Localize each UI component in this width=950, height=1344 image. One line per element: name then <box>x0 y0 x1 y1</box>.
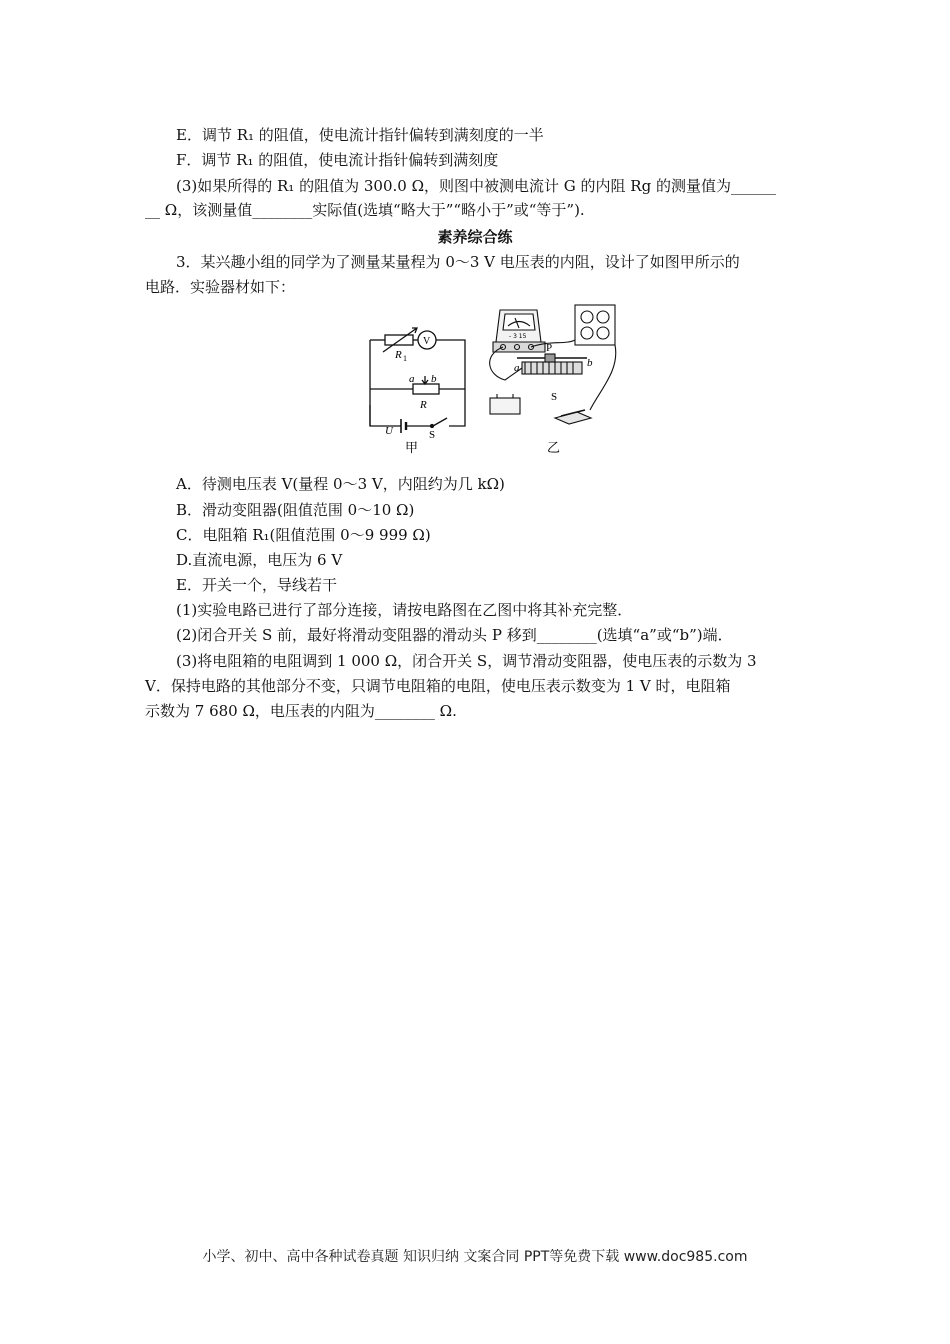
wire-top-right <box>436 340 465 389</box>
part-3-line-1: (3)将电阻箱的电阻调到 1 000 Ω，闭合开关 S，调节滑动变阻器，使电压表的示数为 3 <box>176 652 757 670</box>
battery-terminals <box>497 394 513 398</box>
label-r: R <box>420 399 427 411</box>
part-2: (2)闭合开关 S 前，最好将滑动变阻器的滑动头 P 移到________(选填“a”或“b”)端． <box>176 626 733 644</box>
schematic-jia <box>370 328 465 433</box>
label-r1-subscript: 1 <box>403 354 407 363</box>
slider-arrow <box>422 376 428 384</box>
label-p: P <box>546 342 553 354</box>
item-c: C．电阻箱 R₁(阻值范围 0～9 999 Ω) <box>176 526 431 544</box>
part-1: (1)实验电路已进行了部分连接，请按电路图在乙图中将其补充完整． <box>176 601 633 619</box>
label-a-apparatus: a <box>514 362 520 374</box>
section-heading: 素养综合练 <box>437 228 513 246</box>
option-f-line: F．调节 R₁ 的阻值，使电流计指针偏转到满刻度 <box>176 151 499 169</box>
caption-yi: 乙 <box>547 441 561 456</box>
label-b-apparatus: b <box>587 357 593 369</box>
footer-text: 小学、初中、高中各种试卷真题 知识归纳 文案合同 PPT等免费下载 www.doc985.com <box>202 1249 748 1265</box>
circuit-figure <box>365 300 625 460</box>
label-a: a <box>409 373 415 385</box>
label-u: U <box>385 425 393 437</box>
label-s-apparatus: S <box>551 391 558 403</box>
switch-base <box>555 412 591 424</box>
label-v: V <box>423 336 431 347</box>
label-s: S <box>429 429 436 441</box>
wire-box-to-switch <box>590 345 616 410</box>
wire-bottom-left <box>370 405 401 426</box>
battery <box>490 398 520 414</box>
rheostat-box <box>413 384 439 394</box>
item-b: B．滑动变阻器(阻值范围 0～10 Ω) <box>176 501 415 519</box>
label-r1: R <box>395 349 402 361</box>
question-3-stem-line-1: 3．某兴趣小组的同学为了测量某量程为 0～3 V 电压表的内阻，设计了如图甲所示的 <box>176 253 740 271</box>
question-2-part-3-line-1: (3)如果所得的 R₁ 的阻值为 300.0 Ω，则图中被测电流计 G 的内阻 Rg 的测量值为______ <box>176 177 776 195</box>
part-3-line-3: 示数为 7 680 Ω，电压表的内阻为________ Ω. <box>145 702 457 720</box>
item-a: A．待测电压表 V(量程 0～3 V，内阻约为几 kΩ) <box>176 475 505 493</box>
question-2-part-3-line-2: __ Ω，该测量值________实际值(选填“略大于”“略小于”或“等于”). <box>145 201 585 219</box>
wire-left <box>370 340 395 426</box>
option-e-line: E．调节 R₁ 的阻值，使电流计指针偏转到满刻度的一半 <box>176 126 544 144</box>
item-d: D.直流电源，电压为 6 V <box>176 551 343 569</box>
item-e: E．开关一个，导线若干 <box>176 576 337 594</box>
part-3-line-2: V．保持电路的其他部分不变，只调节电阻箱的电阻，使电压表示数变为 1 V 时，电阻箱 <box>145 677 731 695</box>
resistance-box <box>575 305 615 345</box>
meter-scale-text: - 3 15 <box>509 333 527 340</box>
switch-pivot <box>431 425 434 428</box>
question-3-stem-line-2: 电路．实验器材如下： <box>145 278 296 296</box>
apparatus-yi <box>490 305 616 424</box>
label-b: b <box>431 373 437 385</box>
caption-jia: 甲 <box>405 441 419 456</box>
slider-p <box>545 354 555 362</box>
